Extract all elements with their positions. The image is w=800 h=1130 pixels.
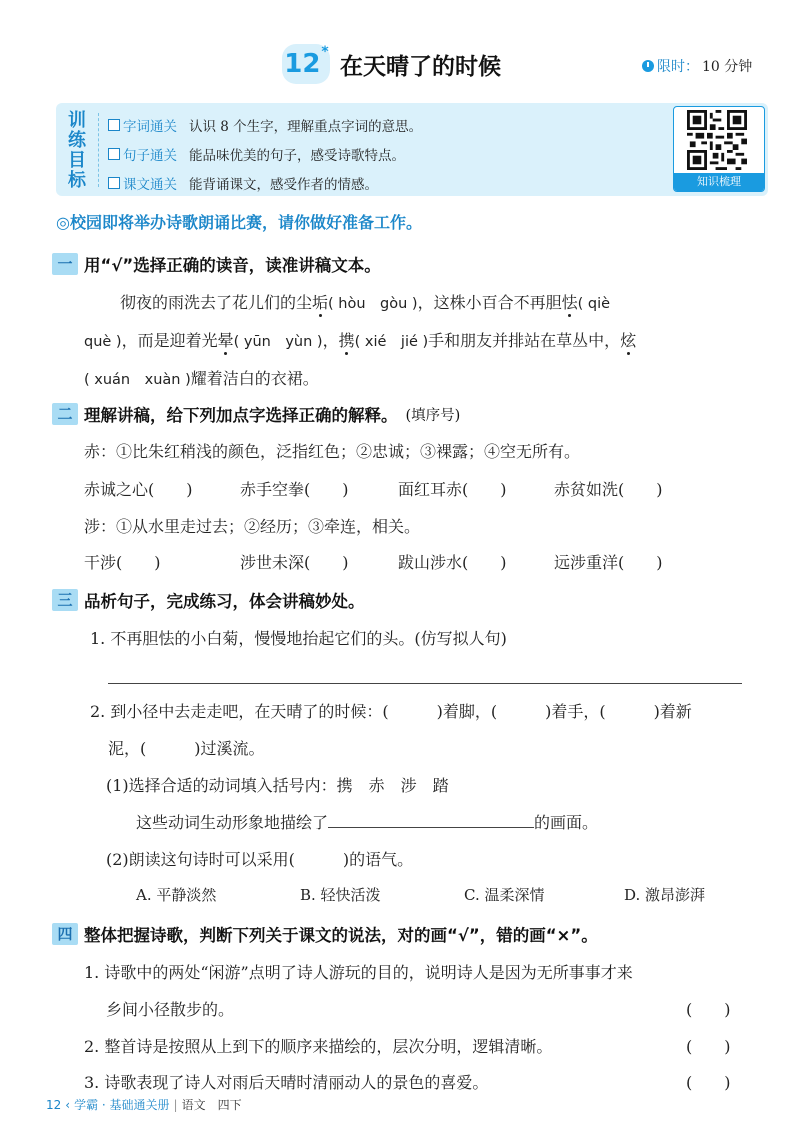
lesson-number: 12: [284, 49, 321, 79]
fill-item[interactable]: 赤贫如洗( ): [554, 480, 663, 499]
goal-row: [108, 114, 422, 136]
sub-question-1: (1)选择合适的动词填入括号内：携 赤 涉 踏: [106, 776, 449, 795]
qr-code-card[interactable]: [673, 106, 765, 192]
pinyin-choice[interactable]: ( hòu gòu ): [328, 296, 418, 312]
qr-label: 知识梳理: [674, 173, 764, 191]
item-row: [554, 550, 663, 573]
fill-line[interactable]: [328, 813, 534, 828]
definition-chi: 赤：①比朱红稍浅的颜色，泛指红色；②忠诚；③裸露；④空无所有。: [84, 442, 581, 461]
answer-paren[interactable]: ( ): [686, 1037, 731, 1056]
question-2: 2. 到小径中去走走吧，在天晴了的时候：( )着脚，( )着手，( )着新: [90, 702, 692, 721]
intro-text: ◎校园即将举办诗歌朗诵比赛，请你做好准备工作。: [56, 213, 422, 232]
fill-item[interactable]: 面红耳赤( ): [398, 480, 507, 499]
time-limit: [642, 56, 752, 76]
checkbox-icon[interactable]: [108, 177, 120, 189]
goal-category-label: 课文通关: [123, 177, 177, 193]
goal-row: [108, 143, 405, 165]
item-row: [84, 477, 193, 500]
section-1-heading: [52, 252, 381, 276]
goals-heading: 训练目标: [68, 110, 86, 191]
section-4-heading: [52, 922, 598, 946]
option-d[interactable]: D. 激昂澎湃: [624, 886, 706, 904]
answer-paren[interactable]: ( ): [686, 1073, 731, 1092]
goals-divider: [98, 113, 99, 187]
time-limit-label: 限时：: [657, 59, 699, 75]
clock-icon: [642, 60, 654, 72]
pinyin-choice[interactable]: què ): [84, 334, 122, 350]
judge-question-1-cont: 乡间小径散步的。: [106, 1000, 235, 1019]
dotted-char: 携: [338, 331, 355, 350]
passage-line: ( xuán xuàn )耀着洁白的衣裙。: [84, 369, 319, 388]
judge-question-3: 3. 诗歌表现了诗人对雨后天晴时清丽动人的景色的喜爱。: [84, 1073, 489, 1092]
passage-line: 彻夜的雨洗去了花儿们的尘垢( hòu gòu )，这株小百合不再胆怯( qiè: [120, 293, 611, 312]
pinyin-choice[interactable]: ( yūn yùn ): [233, 334, 323, 350]
goal-desc: 认识 8 个生字，理解重点字词的意思。: [189, 119, 423, 135]
page-title: 在天晴了的时候: [340, 54, 501, 80]
goal-row: [108, 172, 378, 194]
pinyin-choice[interactable]: ( xuán xuàn ): [84, 372, 191, 388]
question-2-cont: 泥，( )过溪流。: [108, 739, 265, 758]
goal-category-label: 句子通关: [123, 148, 177, 164]
lesson-star: *: [321, 44, 329, 60]
time-limit-value: 10 分钟: [702, 59, 753, 75]
goal-category: [108, 115, 177, 135]
goal-category: [108, 144, 177, 164]
option-c[interactable]: C. 温柔深情: [464, 886, 545, 904]
item-row: [398, 477, 507, 500]
section-title: 理解讲稿，给下列加点字选择正确的解释。: [84, 406, 398, 425]
section-title: 整体把握诗歌，判断下列关于课文的说法，对的画“√”，错的画“×”。: [84, 926, 598, 945]
fill-item[interactable]: 涉世未深( ): [240, 553, 349, 572]
question-1: 1. 不再胆怯的小白菊，慢慢地抬起它们的头。(仿写拟人句): [90, 629, 507, 648]
checkbox-icon[interactable]: [108, 148, 120, 160]
passage-line: què )，而是迎着光晕( yūn yùn )，携( xié jié )手和朋友并排站在草丛中，炫: [84, 331, 637, 350]
pinyin-choice[interactable]: ( xié jié ): [354, 334, 429, 350]
training-goals-box: [56, 103, 768, 196]
lesson-number-badge: [282, 44, 330, 84]
fill-item[interactable]: 跋山涉水( ): [398, 553, 507, 572]
section-number: 四: [52, 923, 78, 945]
subject: 语文 四下: [181, 1098, 242, 1112]
answer-line[interactable]: [108, 683, 742, 684]
qr-code-icon: [687, 110, 747, 170]
section-3-heading: [52, 588, 365, 612]
section-note: (填序号): [405, 407, 461, 424]
goal-desc: 能背诵课文，感受作者的情感。: [189, 177, 378, 193]
item-row: [84, 550, 161, 573]
page-footer: [46, 1096, 242, 1113]
item-row: [398, 550, 507, 573]
arrow-icon: ‹: [65, 1097, 71, 1112]
fill-item[interactable]: 赤手空拳( ): [240, 480, 349, 499]
fill-item[interactable]: 赤诚之心( ): [84, 480, 193, 499]
answer-paren[interactable]: ( ): [686, 1000, 731, 1019]
goal-category: [108, 173, 177, 193]
book-title: 学霸 · 基础通关册: [74, 1098, 170, 1112]
item-row: [554, 477, 663, 500]
option-b[interactable]: B. 轻快活泼: [300, 886, 381, 904]
dotted-char: 垢: [312, 293, 329, 312]
page-number: 12: [46, 1097, 62, 1112]
judge-question-1: 1. 诗歌中的两处“闲游”点明了诗人游玩的目的，说明诗人是因为无所事事才来: [84, 963, 633, 982]
goal-desc: 能品味优美的句子，感受诗歌特点。: [189, 148, 405, 164]
judge-question-2: 2. 整首诗是按照从上到下的顺序来描绘的，层次分明，逻辑清晰。: [84, 1037, 553, 1056]
section-title: 用“√”选择正确的读音，读准讲稿文本。: [84, 256, 381, 275]
sub-question-1b: 这些动词生动形象地描绘了 的画面。: [136, 813, 599, 832]
dotted-char: 怯: [561, 293, 578, 312]
dotted-char: 晕: [217, 331, 234, 350]
section-number: 三: [52, 589, 78, 611]
section-title: 品析句子，完成练习，体会讲稿妙处。: [84, 592, 365, 611]
item-row: [240, 477, 349, 500]
fill-item[interactable]: 干涉( ): [84, 553, 161, 572]
dotted-char: 炫: [620, 331, 637, 350]
checkbox-icon[interactable]: [108, 119, 120, 131]
pinyin-choice[interactable]: ( qiè: [577, 296, 611, 312]
definition-she: 涉：①从水里走过去；②经历；③牵连，相关。: [84, 517, 421, 536]
sub-question-2: (2)朗读这句诗时可以采用( )的语气。: [106, 850, 414, 869]
item-row: [240, 550, 349, 573]
section-2-heading: [52, 402, 460, 426]
option-a[interactable]: A. 平静淡然: [136, 886, 217, 904]
section-number: 二: [52, 403, 78, 425]
goal-category-label: 字词通关: [123, 119, 177, 135]
section-number: 一: [52, 253, 78, 275]
separator: |: [173, 1097, 178, 1112]
fill-item[interactable]: 远涉重洋( ): [554, 553, 663, 572]
